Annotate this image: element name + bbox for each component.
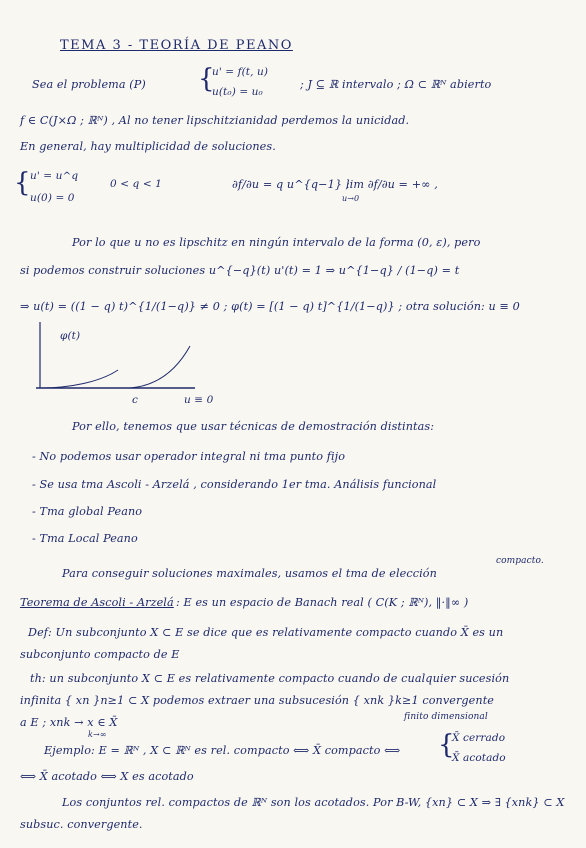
page-title: TEMA 3 - TEORÍA DE PEANO (60, 38, 293, 53)
tecnicas-item: - Se usa tma Ascoli - Arzelá , considerando 1er tma. Análisis funcional (32, 478, 437, 491)
ascoli-example-right-bottom: X̄ acotado (452, 752, 506, 764)
ascoli-example-right-top: X̄ cerrado (452, 732, 506, 744)
ascoli-th-1: th: un subconjunto X ⊂ E es relativamente compacto cuando de cualquier sucesión (30, 672, 510, 685)
example-limit: lim ∂f/∂u = +∞ , (346, 178, 438, 191)
intro-sea-suffix: ; J ⊆ ℝ intervalo ; Ω ⊂ ℝᴺ abierto (300, 78, 492, 91)
example-derivative: ∂f/∂u = q u^{q−1} ; (232, 178, 350, 191)
system-brace: { (198, 64, 215, 94)
graph-y-label: φ(t) (60, 330, 81, 342)
example-right-brace: { (438, 730, 455, 760)
example-eq-bottom: u(0) = 0 (30, 192, 75, 204)
ascoli-example-2: ⟺ X̄ acotado ⟺ X es acotado (20, 770, 194, 783)
ascoli-heading-rest: : E es un espacio de Banach real ( C(K ; ℝᴺ), ‖·‖∞ ) (176, 596, 469, 609)
graph-u-label: u ≡ 0 (184, 394, 214, 406)
graph-curve-left (40, 370, 118, 388)
ascoli-def-1: Def: Un subconjunto X ⊂ E se dice que es relativamente compacto cuando X̄ es un (28, 626, 504, 639)
intro-f-line: f ∈ C(J×Ω ; ℝᴺ) , Al no tener lipschitzianidad perdemos la unicidad. (20, 114, 410, 127)
ascoli-heading: Teorema de Ascoli - Arzelá (20, 596, 174, 609)
ascoli-los-1: Los conjuntos rel. compactos de ℝᴺ son los acotados. Por B-W, {xn} ⊂ X ⇒ ∃ {xnk} ⊂ X (62, 796, 565, 809)
finito-note: finito dimensional (404, 712, 488, 722)
lips-line-3: ⇒ u(t) = ((1 − q) t)^{1/(1−q)} ≠ 0 ; φ(t) = [(1 − q) t]^{1/(1−q)} ; otra solución: u ≡ 0 (20, 300, 520, 313)
ascoli-th-3: a E ; xnk → x ∈ X̄ (20, 716, 118, 729)
example-brace: { (14, 168, 31, 198)
compacto-note: compacto. (496, 556, 544, 566)
example-limit-sub: u→0 (342, 194, 360, 203)
graph-curve-right (130, 346, 190, 388)
ascoli-example-1: Ejemplo: E = ℝᴺ , X ⊂ ℝᴺ es rel. compacto ⟺ X̄ compacto ⟺ (44, 744, 401, 757)
tecnicas-item: - Tma global Peano (32, 505, 143, 518)
ascoli-los-2: subsuc. convergente. (20, 818, 143, 831)
system-bottom: u(t₀) = u₀ (212, 86, 263, 98)
tecnicas-item: - Tma Local Peano (32, 532, 138, 545)
maximales-line: Para conseguir soluciones maximales, usamos el tma de elección (62, 567, 437, 580)
intro-sea-prefix: Sea el problema (P) (32, 78, 146, 91)
tecnicas-intro: Por ello, tenemos que usar técnicas de demostración distintas: (72, 420, 435, 433)
lips-line-1: Por lo que u no es lipschitz en ningún intervalo de la forma (0, ε), pero (72, 236, 481, 249)
ascoli-th-3-sub: k→∞ (88, 730, 107, 739)
example-eq-top: u' = u^q (30, 170, 79, 182)
ascoli-th-2: infinita { xn }n≥1 ⊂ X podemos extraer una subsucesión { xnk }k≥1 convergente (20, 694, 495, 707)
lips-line-2: si podemos construir soluciones u^{−q}(t) u'(t) = 1 ⇒ u^{1−q} / (1−q) = t (20, 264, 460, 277)
intro-general: En general, hay multiplicidad de soluciones. (20, 140, 276, 153)
example-eq-range: 0 < q < 1 (110, 178, 162, 190)
system-top: u' = f(t, u) (212, 66, 269, 78)
tecnicas-item: - No podemos usar operador integral ni tma punto fijo (32, 450, 346, 463)
ascoli-def-2: subconjunto compacto de E (20, 648, 180, 661)
graph-x-mark: c (132, 394, 138, 406)
